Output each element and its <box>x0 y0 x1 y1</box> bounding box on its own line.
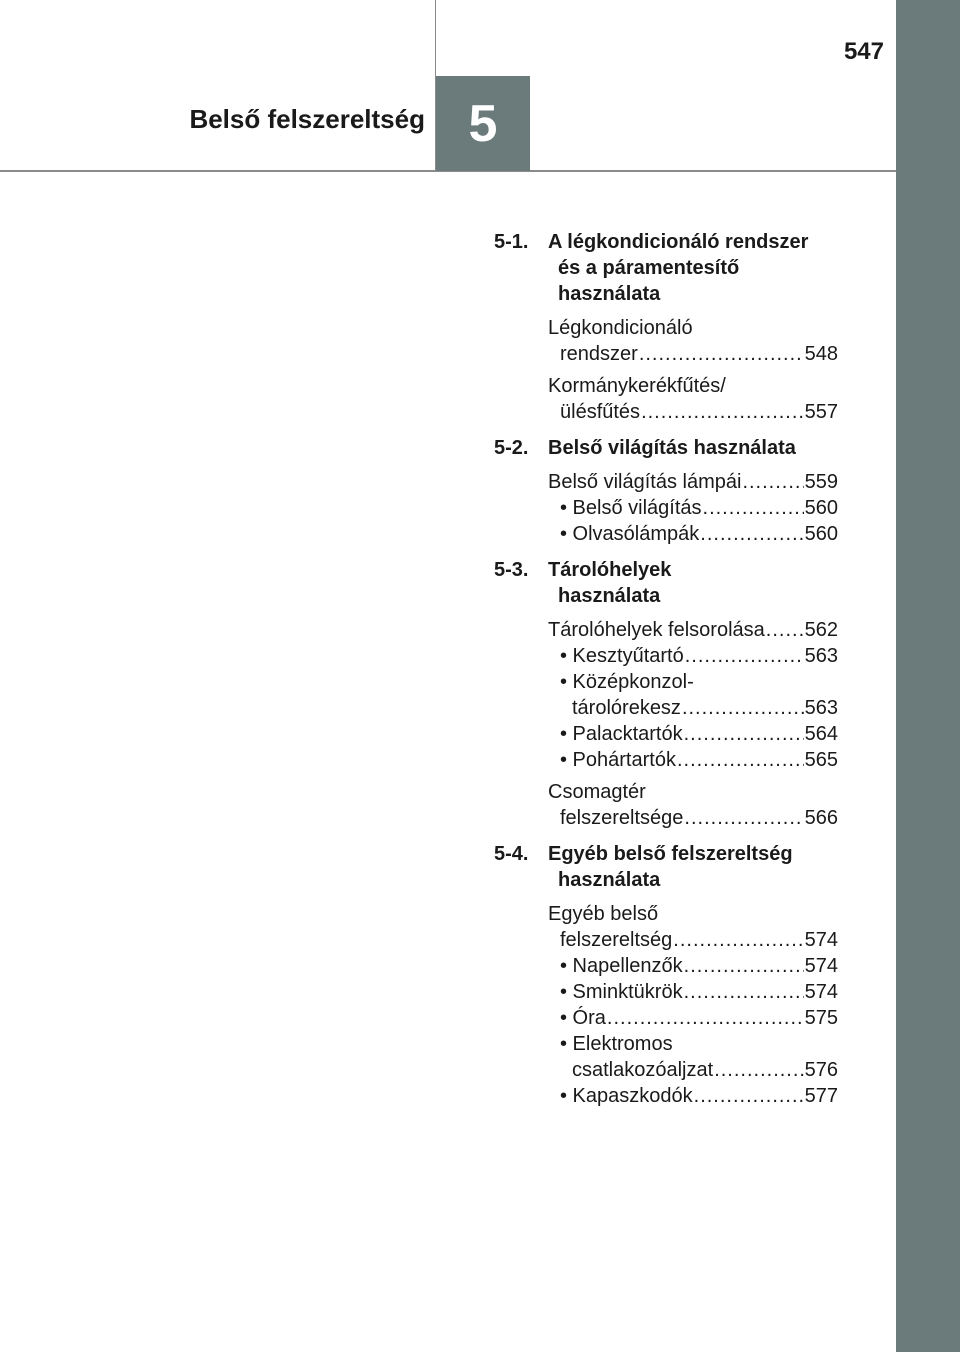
section-title-line: használata <box>558 585 661 607</box>
chapter-number: 5 <box>468 94 498 153</box>
toc-section-heading[interactable] <box>494 841 838 893</box>
dot-leader <box>639 341 804 367</box>
section-title <box>548 435 796 461</box>
chapter-title: Belső felszereltség <box>189 104 425 134</box>
toc-sub-entry[interactable] <box>548 643 838 669</box>
entry-page-number: 563 <box>804 697 838 719</box>
entry-label: • Pohártartók <box>560 749 676 771</box>
section-title-line: és a páramentesítő <box>558 257 740 279</box>
entry-page-number: 563 <box>804 645 838 667</box>
chapter-number-box <box>436 76 530 171</box>
toc-sub-entry[interactable] <box>548 1031 838 1083</box>
entry-label: • Elektromos <box>560 1033 673 1055</box>
toc-entry[interactable] <box>548 617 838 643</box>
dot-leader <box>684 979 804 1005</box>
entry-page-number: 562 <box>804 619 838 641</box>
dot-leader <box>684 721 804 747</box>
entry-label: csatlakozóaljzat <box>572 1059 714 1081</box>
toc-sub-entry[interactable] <box>548 1083 838 1109</box>
toc-sub-entry[interactable] <box>548 721 838 747</box>
dot-leader <box>673 927 803 953</box>
section-entries <box>548 469 838 547</box>
entry-label: Tárolóhelyek felsorolása <box>548 619 765 641</box>
dot-leader <box>700 521 803 547</box>
entry-page-number: 566 <box>804 807 838 829</box>
entry-label: • Olvasólámpák <box>560 523 700 545</box>
toc-section-heading[interactable] <box>494 229 838 307</box>
section-entries <box>548 315 838 425</box>
dot-leader <box>742 469 803 495</box>
entry-label: rendszer <box>560 343 638 365</box>
section-entries <box>548 901 838 1109</box>
entry-page-number: 557 <box>804 401 838 423</box>
entry-page-number: 575 <box>804 1007 838 1029</box>
entry-label: • Palacktartók <box>560 723 683 745</box>
toc-entry[interactable] <box>548 315 838 367</box>
section-number: 5-3. <box>494 559 529 581</box>
entry-page-number: 576 <box>804 1059 838 1081</box>
section-title <box>548 841 793 893</box>
dot-leader <box>684 805 803 831</box>
entry-label: • Kesztyűtartó <box>560 645 684 667</box>
toc-sub-entry[interactable] <box>548 521 838 547</box>
toc-entry[interactable] <box>548 373 838 425</box>
entry-label: • Kapaszkodók <box>560 1085 693 1107</box>
entry-label: Légkondicionáló <box>548 317 693 339</box>
dot-leader <box>607 1005 804 1031</box>
toc-sub-entry[interactable] <box>548 495 838 521</box>
entry-label: Kormánykerékfűtés/ <box>548 375 726 397</box>
entry-page-number: 574 <box>804 981 838 1003</box>
table-of-contents <box>494 229 838 1109</box>
toc-sub-entry[interactable] <box>548 979 838 1005</box>
dot-leader <box>714 1057 803 1083</box>
toc-section-heading[interactable] <box>494 435 838 461</box>
toc-entry[interactable] <box>548 469 838 495</box>
entry-page-number: 577 <box>804 1085 838 1107</box>
dot-leader <box>641 399 804 425</box>
section-number: 5-1. <box>494 231 529 253</box>
toc-sub-entry[interactable] <box>548 747 838 773</box>
toc-sub-entry[interactable] <box>548 1005 838 1031</box>
dot-leader <box>685 643 804 669</box>
section-title-line: Belső világítás használata <box>548 437 796 459</box>
section-number: 5-4. <box>494 843 529 865</box>
dot-leader <box>694 1083 804 1109</box>
section-title-line: Egyéb belső felszereltség <box>548 843 793 865</box>
section-title <box>548 229 808 307</box>
entry-label: Egyéb belső <box>548 903 659 925</box>
entry-label: • Belső világítás <box>560 497 702 519</box>
entry-label: • Középkonzol- <box>560 671 694 693</box>
entry-label: felszereltség <box>560 929 673 951</box>
toc-entry[interactable] <box>548 779 838 831</box>
entry-label: • Napellenzők <box>560 955 683 977</box>
entry-page-number: 560 <box>804 523 838 545</box>
entry-page-number: 559 <box>804 471 838 493</box>
section-title-line: Tárolóhelyek <box>548 559 672 581</box>
entry-label: tárolórekesz <box>572 697 681 719</box>
dot-leader <box>677 747 804 773</box>
entry-page-number: 565 <box>804 749 838 771</box>
section-number: 5-2. <box>494 437 529 459</box>
entry-label: Csomagtér <box>548 781 646 803</box>
entry-page-number: 564 <box>804 723 838 745</box>
entry-label: • Óra <box>560 1007 606 1029</box>
dot-leader <box>684 953 804 979</box>
chapter-side-tab <box>896 0 960 1352</box>
entry-label: Belső világítás lámpái <box>548 471 742 493</box>
section-title-line: használata <box>558 869 661 891</box>
section-title <box>548 557 671 609</box>
entry-label: • Sminktükrök <box>560 981 683 1003</box>
entry-page-number: 574 <box>804 929 838 951</box>
section-title-line: használata <box>558 283 661 305</box>
entry-page-number: 548 <box>804 343 838 365</box>
section-entries <box>548 617 838 831</box>
toc-entry[interactable] <box>548 901 838 953</box>
dot-leader <box>703 495 804 521</box>
dot-leader <box>682 695 804 721</box>
entry-page-number: 560 <box>804 497 838 519</box>
toc-sub-entry[interactable] <box>548 669 838 721</box>
entry-label: felszereltsége <box>560 807 684 829</box>
dot-leader <box>766 617 804 643</box>
section-title-line: A légkondicionáló rendszer <box>548 231 809 253</box>
entry-label: ülésfűtés <box>560 401 641 423</box>
toc-section-heading[interactable] <box>494 557 838 609</box>
entry-page-number: 574 <box>804 955 838 977</box>
toc-sub-entry[interactable] <box>548 953 838 979</box>
page-number: 547 <box>843 38 884 65</box>
